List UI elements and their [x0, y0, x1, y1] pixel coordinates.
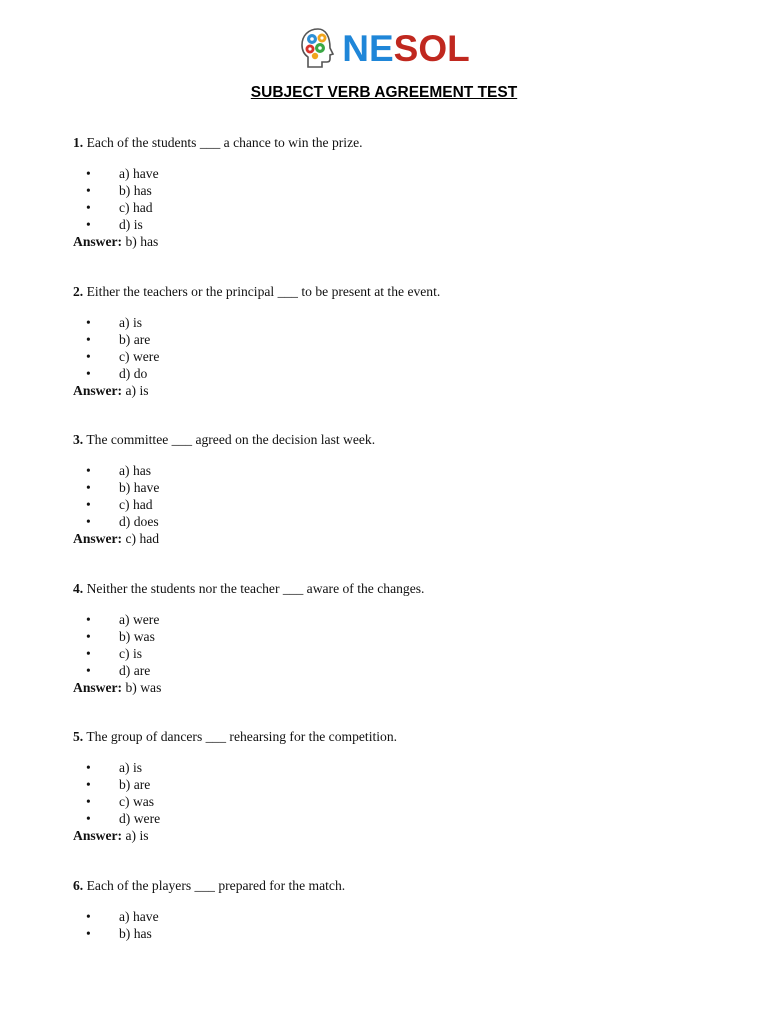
option-text: a) is — [119, 760, 142, 775]
option-item — [73, 199, 713, 216]
option-item — [73, 496, 713, 513]
option-item — [73, 462, 713, 479]
answer-value: a) is — [122, 828, 148, 843]
question-number: 4. — [73, 581, 83, 596]
option-text: a) has — [119, 463, 151, 478]
answer-value: b) has — [122, 234, 158, 249]
option-item — [73, 810, 713, 827]
bullet-icon: • — [86, 216, 91, 233]
option-list — [73, 759, 713, 827]
bullet-icon: • — [86, 611, 91, 628]
bullet-icon: • — [86, 496, 91, 513]
question-prompt: The group of dancers ___ rehearsing for the competition. — [83, 729, 397, 744]
question-prompt: Neither the students nor the teacher ___ aware of the changes. — [83, 581, 424, 596]
option-text: c) had — [119, 497, 153, 512]
option-text: a) have — [119, 909, 159, 924]
question-block — [73, 877, 713, 1025]
question-number: 5. — [73, 729, 83, 744]
option-item — [73, 216, 713, 233]
question-list — [73, 134, 713, 1025]
bullet-icon: • — [86, 645, 91, 662]
bullet-icon: • — [86, 925, 91, 942]
bullet-icon: • — [86, 810, 91, 827]
bullet-icon: • — [86, 365, 91, 382]
option-item — [73, 776, 713, 793]
question-text — [73, 431, 713, 448]
question-prompt: The committee ___ agreed on the decision last week. — [83, 432, 375, 447]
question-text — [73, 877, 713, 894]
question-number: 1. — [73, 135, 83, 150]
bullet-icon: • — [86, 759, 91, 776]
option-item — [73, 662, 713, 679]
option-text: c) was — [119, 794, 154, 809]
option-text: c) had — [119, 200, 153, 215]
option-item — [73, 165, 713, 182]
option-list — [73, 908, 713, 942]
bullet-icon: • — [86, 199, 91, 216]
bullet-icon: • — [86, 908, 91, 925]
option-list — [73, 314, 713, 382]
option-item — [73, 759, 713, 776]
question-block — [73, 580, 713, 729]
question-prompt: Each of the students ___ a chance to win the prize. — [83, 135, 362, 150]
option-item — [73, 479, 713, 496]
question-text — [73, 728, 713, 745]
option-text: c) is — [119, 646, 142, 661]
answer-label: Answer: — [73, 531, 122, 546]
bullet-icon: • — [86, 662, 91, 679]
option-text: d) do — [119, 366, 147, 381]
question-text — [73, 580, 713, 597]
bullet-icon: • — [86, 314, 91, 331]
question-block — [73, 728, 713, 877]
page-title: SUBJECT VERB AGREEMENT TEST — [0, 84, 768, 102]
option-item — [73, 628, 713, 645]
answer-line — [73, 233, 713, 250]
option-list — [73, 611, 713, 679]
option-text: b) has — [119, 183, 152, 198]
bullet-icon: • — [86, 348, 91, 365]
answer-value: b) was — [122, 680, 161, 695]
answer-line — [73, 827, 713, 844]
question-block — [73, 134, 713, 283]
answer-line — [73, 382, 713, 399]
bullet-icon: • — [86, 165, 91, 182]
option-text: b) are — [119, 777, 150, 792]
option-item — [73, 182, 713, 199]
question-block — [73, 283, 713, 432]
bullet-icon: • — [86, 182, 91, 199]
nesol-logo — [298, 26, 469, 70]
option-text: d) is — [119, 217, 143, 232]
bullet-icon: • — [86, 793, 91, 810]
question-number: 3. — [73, 432, 83, 447]
answer-label: Answer: — [73, 680, 122, 695]
option-text: d) are — [119, 663, 150, 678]
header — [0, 24, 768, 72]
question-number: 6. — [73, 878, 83, 893]
option-item — [73, 314, 713, 331]
answer-value: a) is — [122, 383, 148, 398]
head-gears-icon — [298, 26, 338, 70]
answer-label: Answer: — [73, 828, 122, 843]
answer-label: Answer: — [73, 383, 122, 398]
option-text: a) were — [119, 612, 159, 627]
option-item — [73, 908, 713, 925]
bullet-icon: • — [86, 479, 91, 496]
logo-text-sol: SOL — [394, 28, 470, 69]
bullet-icon: • — [86, 776, 91, 793]
option-text: c) were — [119, 349, 159, 364]
option-item — [73, 348, 713, 365]
question-prompt: Each of the players ___ prepared for the match. — [83, 878, 345, 893]
bullet-icon: • — [86, 331, 91, 348]
option-list — [73, 462, 713, 530]
answer-label: Answer: — [73, 234, 122, 249]
option-text: b) have — [119, 480, 159, 495]
option-item — [73, 331, 713, 348]
option-item — [73, 365, 713, 382]
logo-text-ne: NE — [342, 28, 393, 69]
answer-value: c) had — [122, 531, 159, 546]
option-text: b) are — [119, 332, 150, 347]
answer-line — [73, 679, 713, 696]
question-text — [73, 134, 713, 151]
option-text: a) have — [119, 166, 159, 181]
option-item — [73, 793, 713, 810]
bullet-icon: • — [86, 628, 91, 645]
question-number: 2. — [73, 284, 83, 299]
question-block — [73, 431, 713, 580]
option-text: a) is — [119, 315, 142, 330]
answer-line — [73, 530, 713, 547]
bullet-icon: • — [86, 462, 91, 479]
logo-text — [342, 30, 469, 67]
option-list — [73, 165, 713, 233]
option-text: d) were — [119, 811, 160, 826]
option-item — [73, 925, 713, 942]
option-text: b) has — [119, 926, 152, 941]
bullet-icon: • — [86, 513, 91, 530]
question-text — [73, 283, 713, 300]
option-item — [73, 645, 713, 662]
option-text: b) was — [119, 629, 155, 644]
option-item — [73, 513, 713, 530]
option-item — [73, 611, 713, 628]
question-prompt: Either the teachers or the principal ___ to be present at the event. — [83, 284, 440, 299]
option-text: d) does — [119, 514, 159, 529]
